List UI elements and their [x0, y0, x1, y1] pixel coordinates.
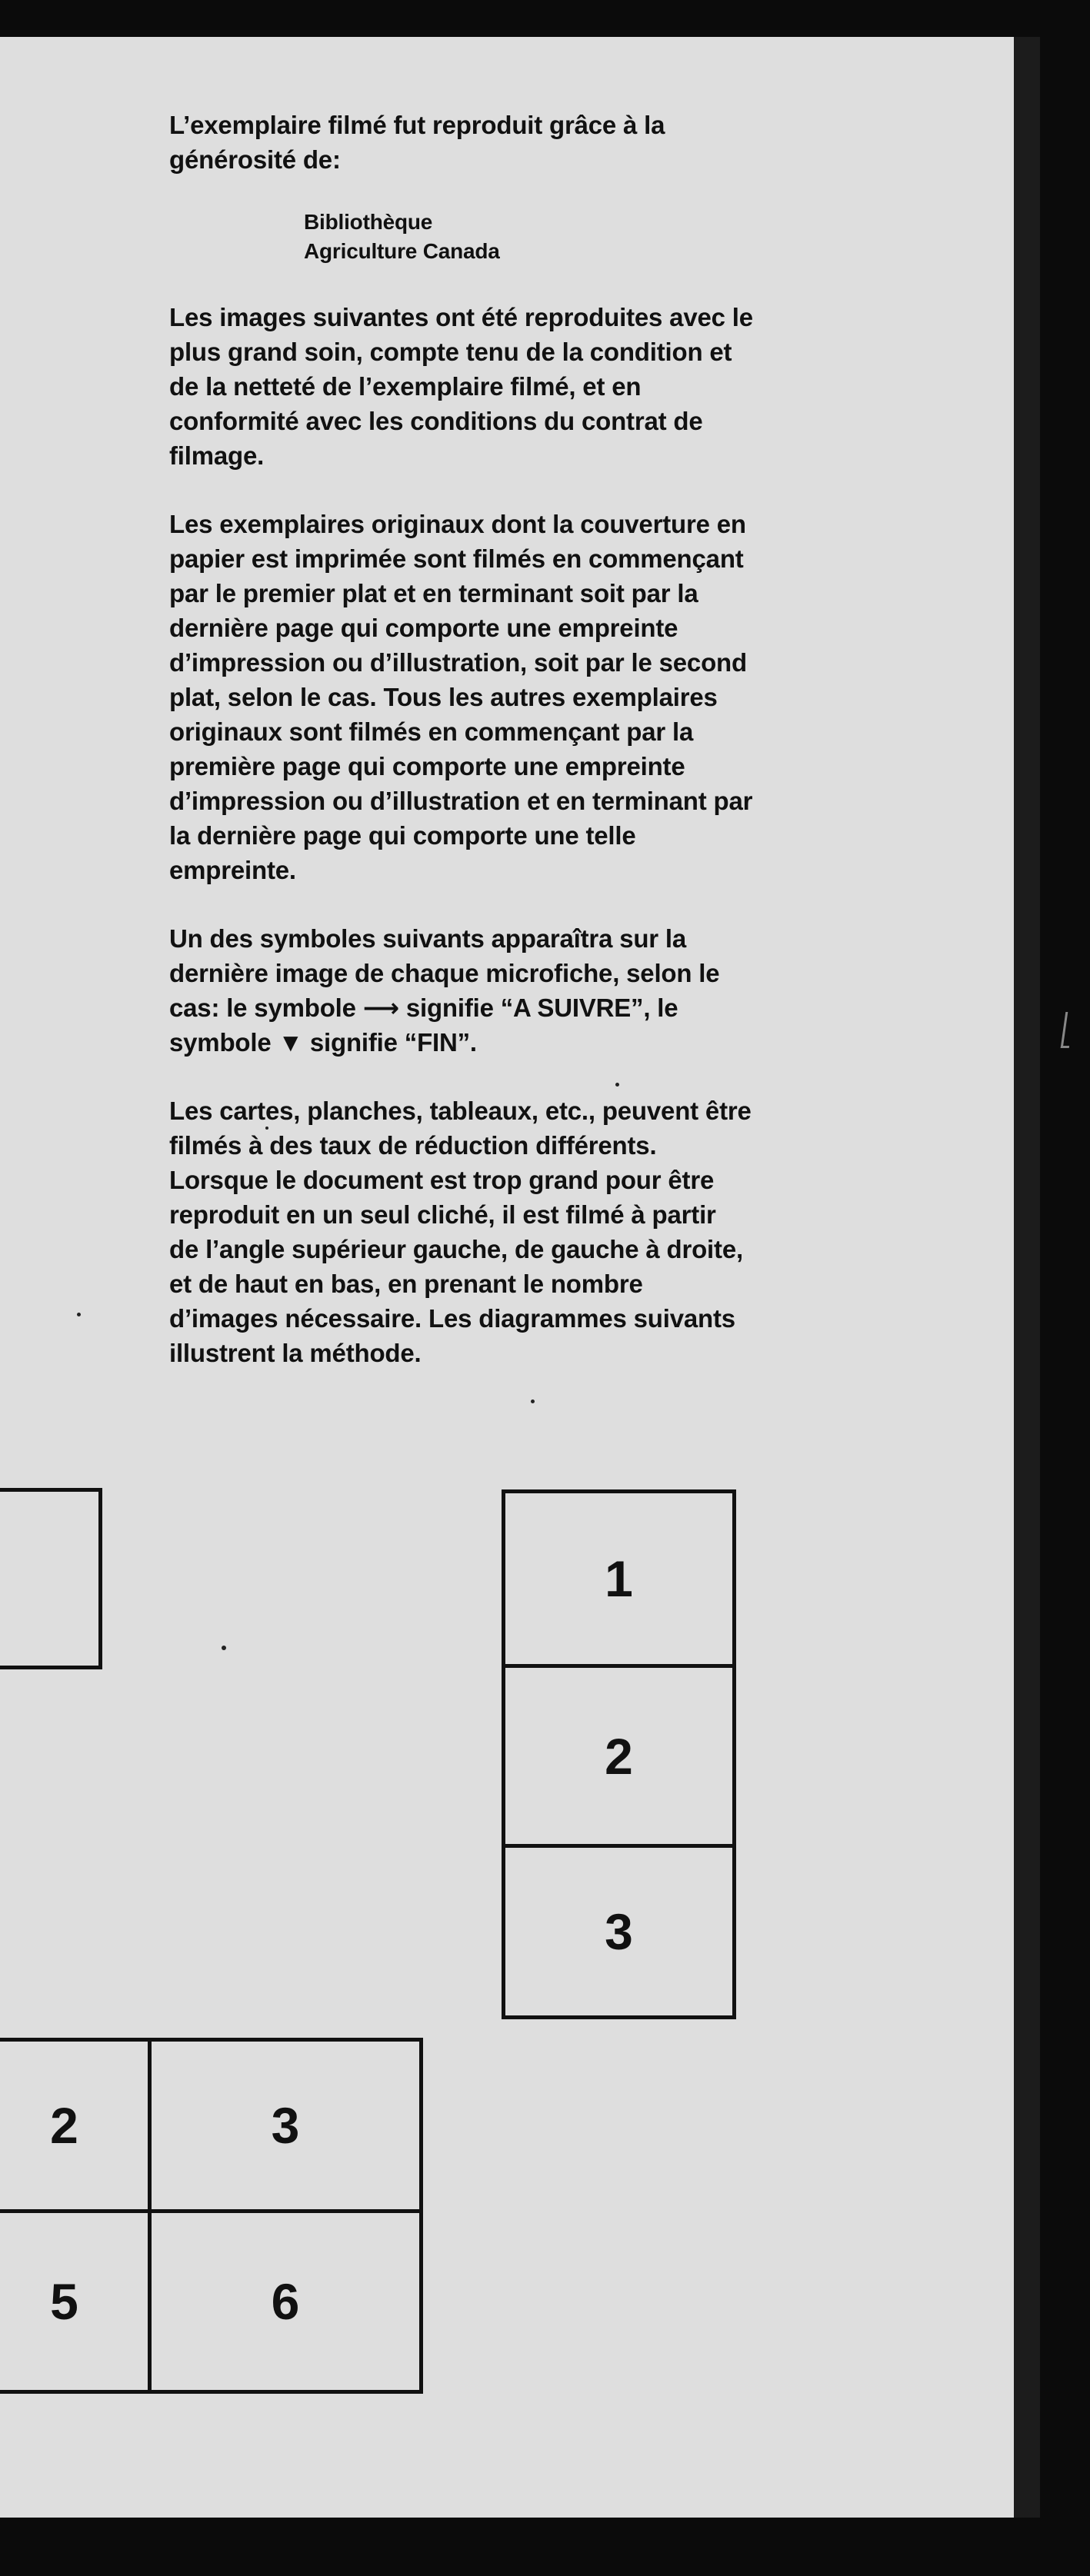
- diagram-cell: 3: [271, 2097, 300, 2154]
- diagram-cell: 3: [605, 1903, 633, 1960]
- grid-diagram: [0, 2038, 423, 2394]
- diagram-cell: 5: [50, 2273, 78, 2330]
- vertical-diagram: [502, 1489, 736, 2019]
- paragraph-care: Les images suivantes ont été reproduites avec le plus grand soin, compte tenu de la condition et de la netteté de l’exemplaire filmé, et en conformité avec les conditions du contrat de filmage.: [169, 303, 753, 470]
- diagram-cell: 1: [605, 1550, 633, 1607]
- diagram-cell: 6: [271, 2273, 300, 2330]
- library-name: Bibliothèque Agriculture Canada: [304, 210, 500, 263]
- diagram-cell: [0, 1492, 12, 1666]
- scan-speck: [615, 1083, 619, 1087]
- paragraph-symbols: Un des symboles suivants apparaîtra sur la dernière image de chaque microfiche, selon le cas: le symbole ⟶ signifie “A SUIVRE”, le symbole ▼ signifie “FIN”.: [169, 924, 720, 1057]
- scan-speck: [265, 1127, 268, 1130]
- diagram-cell: 2: [605, 1727, 633, 1785]
- margin-mark: [1061, 1012, 1075, 1048]
- left-partial-diagram: [0, 1488, 102, 1669]
- scan-speck: [531, 1399, 535, 1403]
- intro-paragraph: L’exemplaire filmé fut reproduit grâce à la générosité de:: [169, 111, 665, 174]
- paragraph-method: Les cartes, planches, tableaux, etc., peuvent être filmés à des taux de réduction différents. Lorsque le document est trop grand pour être reproduit en un seul cliché, il est filmé à partir de l’angle supérieur gauche, de gauche à droite, et de haut en bas, en prenant le nombre d’images nécessaire. Les diagrammes suivants illustrent la méthode.: [169, 1097, 752, 1367]
- diagram-cell: 2: [50, 2097, 78, 2154]
- paragraph-originals: Les exemplaires originaux dont la couverture en papier est imprimée sont filmés en commençant par le premier plat et en terminant soit par la dernière page qui comporte une empreinte d’impression ou d’illustration, soit par le second plat, selon le cas. Tous les autres exemplaires originaux sont filmés en commençant par la première page qui comporte une empreinte d’impression ou d’illustration et en terminant par la dernière page qui comporte une telle empreinte.: [169, 510, 753, 884]
- scan-speck: [222, 1646, 226, 1650]
- text-block: [169, 108, 908, 1404]
- page-edge-shadow: [1014, 37, 1040, 2518]
- scan-speck: [77, 1313, 81, 1316]
